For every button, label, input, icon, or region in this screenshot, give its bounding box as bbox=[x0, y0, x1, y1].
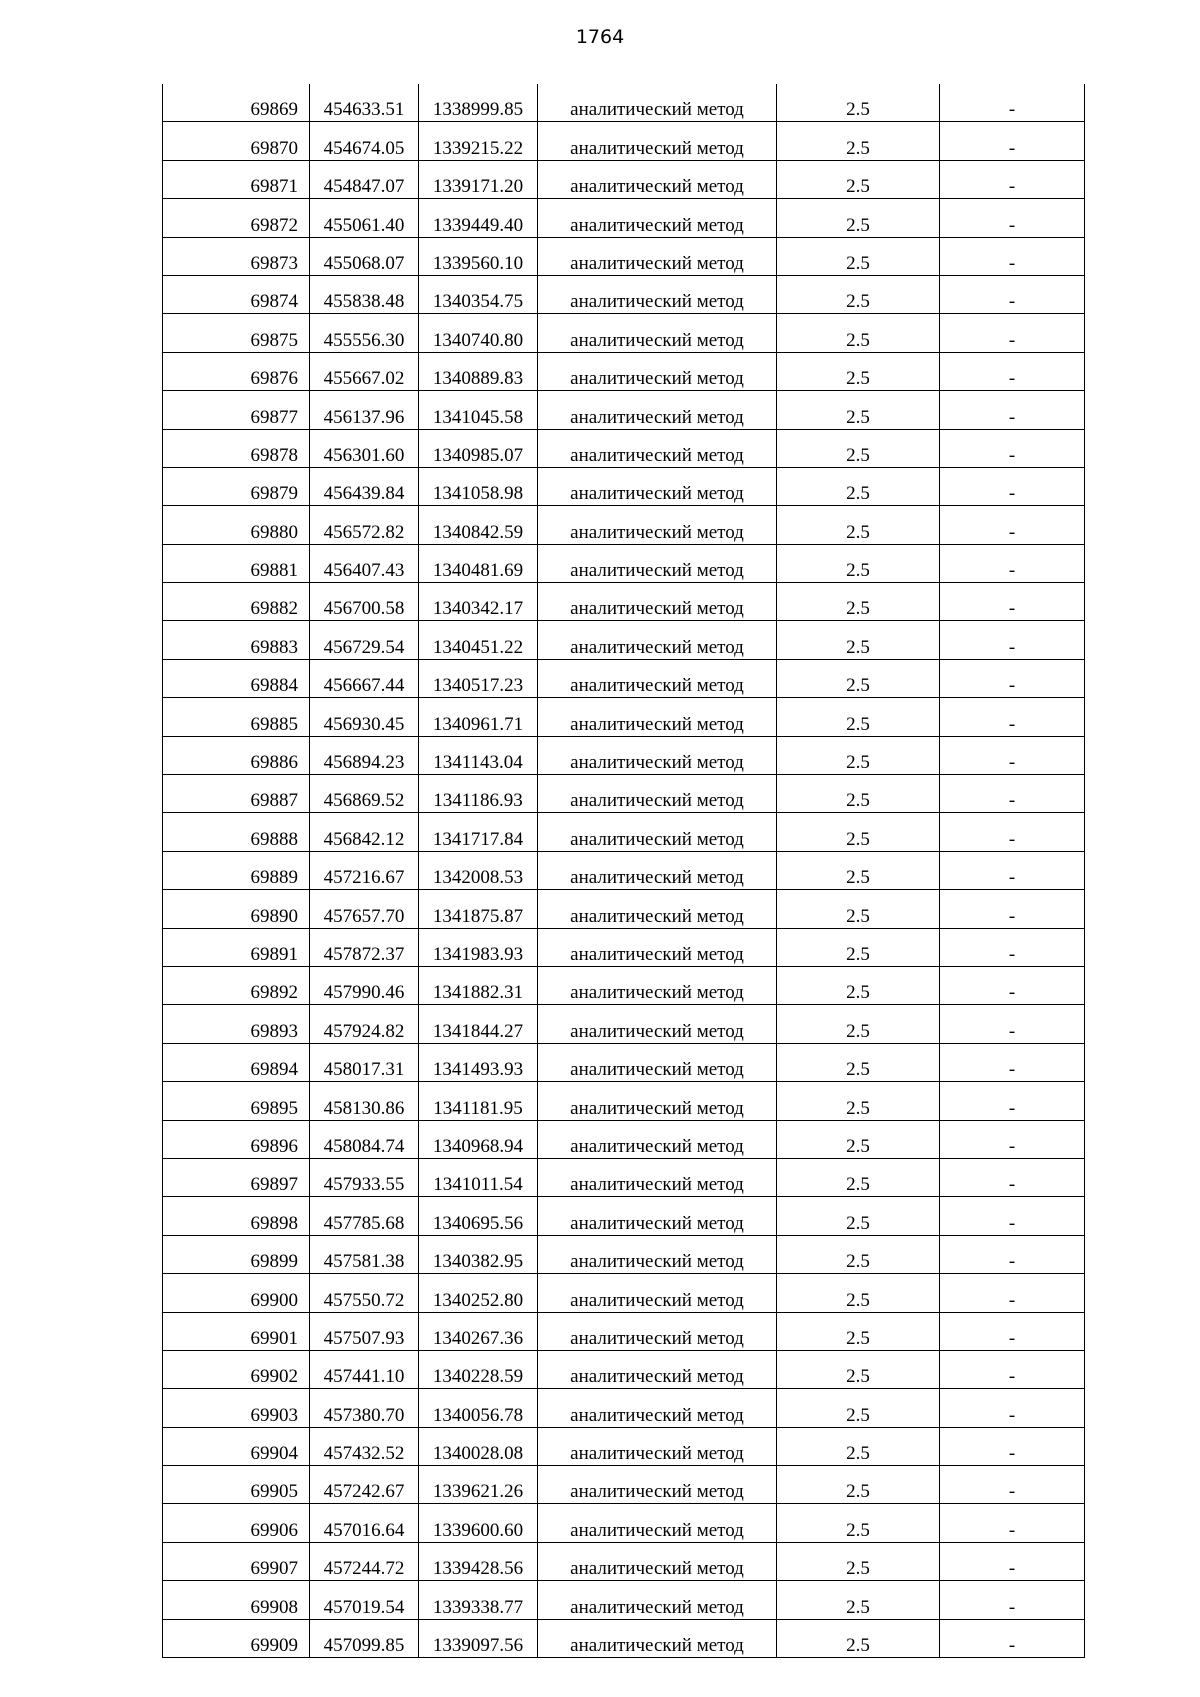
y-coordinate-cell: 1341058.98 bbox=[419, 467, 538, 505]
table-row bbox=[163, 736, 1085, 774]
method-cell: аналитический метод bbox=[538, 1427, 777, 1465]
point-number-cell: 69894 bbox=[163, 1043, 310, 1081]
accuracy-cell: 2.5 bbox=[777, 1005, 940, 1043]
point-number-cell: 69884 bbox=[163, 659, 310, 697]
x-coordinate-cell: 458130.86 bbox=[310, 1082, 419, 1120]
point-number-cell: 69882 bbox=[163, 583, 310, 621]
accuracy-cell: 2.5 bbox=[777, 467, 940, 505]
y-coordinate-cell: 1341875.87 bbox=[419, 890, 538, 928]
note-cell: - bbox=[940, 199, 1085, 237]
point-number-cell: 69875 bbox=[163, 314, 310, 352]
y-coordinate-cell: 1341045.58 bbox=[419, 391, 538, 429]
x-coordinate-cell: 455061.40 bbox=[310, 199, 419, 237]
note-cell: - bbox=[940, 429, 1085, 467]
page-number: 1764 bbox=[575, 26, 625, 48]
accuracy-cell: 2.5 bbox=[777, 391, 940, 429]
method-cell: аналитический метод bbox=[538, 352, 777, 390]
y-coordinate-cell: 1339560.10 bbox=[419, 237, 538, 275]
table-row bbox=[163, 813, 1085, 851]
y-coordinate-cell: 1341143.04 bbox=[419, 736, 538, 774]
point-number-cell: 69891 bbox=[163, 928, 310, 966]
method-cell: аналитический метод bbox=[538, 1389, 777, 1427]
x-coordinate-cell: 454633.51 bbox=[310, 84, 419, 122]
accuracy-cell: 2.5 bbox=[777, 890, 940, 928]
point-number-cell: 69888 bbox=[163, 813, 310, 851]
method-cell: аналитический метод bbox=[538, 391, 777, 429]
point-number-cell: 69881 bbox=[163, 544, 310, 582]
accuracy-cell: 2.5 bbox=[777, 1158, 940, 1196]
accuracy-cell: 2.5 bbox=[777, 851, 940, 889]
point-number-cell: 69886 bbox=[163, 736, 310, 774]
accuracy-cell: 2.5 bbox=[777, 698, 940, 736]
y-coordinate-cell: 1341844.27 bbox=[419, 1005, 538, 1043]
note-cell: - bbox=[940, 1466, 1085, 1504]
accuracy-cell: 2.5 bbox=[777, 1043, 940, 1081]
table-row bbox=[163, 1197, 1085, 1235]
table-row bbox=[163, 314, 1085, 352]
note-cell: - bbox=[940, 467, 1085, 505]
note-cell: - bbox=[940, 237, 1085, 275]
method-cell: аналитический метод bbox=[538, 1082, 777, 1120]
point-number-cell: 69900 bbox=[163, 1274, 310, 1312]
x-coordinate-cell: 455838.48 bbox=[310, 275, 419, 313]
table-row bbox=[163, 1542, 1085, 1580]
point-number-cell: 69906 bbox=[163, 1504, 310, 1542]
point-number-cell: 69872 bbox=[163, 199, 310, 237]
table-row bbox=[163, 890, 1085, 928]
accuracy-cell: 2.5 bbox=[777, 928, 940, 966]
y-coordinate-cell: 1340451.22 bbox=[419, 621, 538, 659]
accuracy-cell: 2.5 bbox=[777, 1312, 940, 1350]
x-coordinate-cell: 456729.54 bbox=[310, 621, 419, 659]
table-row bbox=[163, 1120, 1085, 1158]
method-cell: аналитический метод bbox=[538, 1274, 777, 1312]
point-number-cell: 69904 bbox=[163, 1427, 310, 1465]
table-row bbox=[163, 1427, 1085, 1465]
method-cell: аналитический метод bbox=[538, 1581, 777, 1619]
method-cell: аналитический метод bbox=[538, 1005, 777, 1043]
accuracy-cell: 2.5 bbox=[777, 966, 940, 1004]
y-coordinate-cell: 1341493.93 bbox=[419, 1043, 538, 1081]
table-body bbox=[163, 84, 1085, 1658]
x-coordinate-cell: 456407.43 bbox=[310, 544, 419, 582]
table-row bbox=[163, 1158, 1085, 1196]
accuracy-cell: 2.5 bbox=[777, 1581, 940, 1619]
y-coordinate-cell: 1341983.93 bbox=[419, 928, 538, 966]
x-coordinate-cell: 457099.85 bbox=[310, 1619, 419, 1657]
y-coordinate-cell: 1340842.59 bbox=[419, 506, 538, 544]
note-cell: - bbox=[940, 736, 1085, 774]
x-coordinate-cell: 457550.72 bbox=[310, 1274, 419, 1312]
y-coordinate-cell: 1341011.54 bbox=[419, 1158, 538, 1196]
x-coordinate-cell: 457432.52 bbox=[310, 1427, 419, 1465]
x-coordinate-cell: 456572.82 bbox=[310, 506, 419, 544]
y-coordinate-cell: 1340985.07 bbox=[419, 429, 538, 467]
x-coordinate-cell: 456930.45 bbox=[310, 698, 419, 736]
method-cell: аналитический метод bbox=[538, 1158, 777, 1196]
y-coordinate-cell: 1339428.56 bbox=[419, 1542, 538, 1580]
method-cell: аналитический метод bbox=[538, 659, 777, 697]
y-coordinate-cell: 1340481.69 bbox=[419, 544, 538, 582]
point-number-cell: 69902 bbox=[163, 1350, 310, 1388]
y-coordinate-cell: 1340267.36 bbox=[419, 1312, 538, 1350]
x-coordinate-cell: 457242.67 bbox=[310, 1466, 419, 1504]
point-number-cell: 69873 bbox=[163, 237, 310, 275]
y-coordinate-cell: 1340354.75 bbox=[419, 275, 538, 313]
accuracy-cell: 2.5 bbox=[777, 1197, 940, 1235]
table-row bbox=[163, 928, 1085, 966]
point-number-cell: 69905 bbox=[163, 1466, 310, 1504]
note-cell: - bbox=[940, 890, 1085, 928]
y-coordinate-cell: 1340695.56 bbox=[419, 1197, 538, 1235]
note-cell: - bbox=[940, 122, 1085, 160]
method-cell: аналитический метод bbox=[538, 851, 777, 889]
y-coordinate-cell: 1339171.20 bbox=[419, 160, 538, 198]
table-row bbox=[163, 199, 1085, 237]
table-row bbox=[163, 1619, 1085, 1657]
point-number-cell: 69871 bbox=[163, 160, 310, 198]
method-cell: аналитический метод bbox=[538, 1466, 777, 1504]
note-cell: - bbox=[940, 775, 1085, 813]
accuracy-cell: 2.5 bbox=[777, 583, 940, 621]
accuracy-cell: 2.5 bbox=[777, 659, 940, 697]
table-row bbox=[163, 429, 1085, 467]
method-cell: аналитический метод bbox=[538, 467, 777, 505]
note-cell: - bbox=[940, 544, 1085, 582]
point-number-cell: 69908 bbox=[163, 1581, 310, 1619]
note-cell: - bbox=[940, 160, 1085, 198]
accuracy-cell: 2.5 bbox=[777, 122, 940, 160]
note-cell: - bbox=[940, 621, 1085, 659]
point-number-cell: 69898 bbox=[163, 1197, 310, 1235]
accuracy-cell: 2.5 bbox=[777, 813, 940, 851]
point-number-cell: 69901 bbox=[163, 1312, 310, 1350]
table-row bbox=[163, 621, 1085, 659]
y-coordinate-cell: 1339600.60 bbox=[419, 1504, 538, 1542]
table-row bbox=[163, 275, 1085, 313]
note-cell: - bbox=[940, 813, 1085, 851]
x-coordinate-cell: 456700.58 bbox=[310, 583, 419, 621]
method-cell: аналитический метод bbox=[538, 966, 777, 1004]
method-cell: аналитический метод bbox=[538, 84, 777, 122]
y-coordinate-cell: 1341717.84 bbox=[419, 813, 538, 851]
y-coordinate-cell: 1339215.22 bbox=[419, 122, 538, 160]
x-coordinate-cell: 457244.72 bbox=[310, 1542, 419, 1580]
x-coordinate-cell: 455068.07 bbox=[310, 237, 419, 275]
point-number-cell: 69893 bbox=[163, 1005, 310, 1043]
method-cell: аналитический метод bbox=[538, 1043, 777, 1081]
x-coordinate-cell: 457019.54 bbox=[310, 1581, 419, 1619]
x-coordinate-cell: 455667.02 bbox=[310, 352, 419, 390]
accuracy-cell: 2.5 bbox=[777, 1235, 940, 1273]
table-row bbox=[163, 506, 1085, 544]
y-coordinate-cell: 1341181.95 bbox=[419, 1082, 538, 1120]
x-coordinate-cell: 457924.82 bbox=[310, 1005, 419, 1043]
point-number-cell: 69890 bbox=[163, 890, 310, 928]
x-coordinate-cell: 457216.67 bbox=[310, 851, 419, 889]
accuracy-cell: 2.5 bbox=[777, 621, 940, 659]
note-cell: - bbox=[940, 966, 1085, 1004]
point-number-cell: 69889 bbox=[163, 851, 310, 889]
accuracy-cell: 2.5 bbox=[777, 1389, 940, 1427]
method-cell: аналитический метод bbox=[538, 1197, 777, 1235]
table-row bbox=[163, 1312, 1085, 1350]
method-cell: аналитический метод bbox=[538, 429, 777, 467]
method-cell: аналитический метод bbox=[538, 621, 777, 659]
table-row bbox=[163, 122, 1085, 160]
accuracy-cell: 2.5 bbox=[777, 1120, 940, 1158]
note-cell: - bbox=[940, 1619, 1085, 1657]
y-coordinate-cell: 1340889.83 bbox=[419, 352, 538, 390]
point-number-cell: 69887 bbox=[163, 775, 310, 813]
y-coordinate-cell: 1340252.80 bbox=[419, 1274, 538, 1312]
method-cell: аналитический метод bbox=[538, 122, 777, 160]
table-row bbox=[163, 851, 1085, 889]
x-coordinate-cell: 454674.05 bbox=[310, 122, 419, 160]
method-cell: аналитический метод bbox=[538, 506, 777, 544]
note-cell: - bbox=[940, 1043, 1085, 1081]
note-cell: - bbox=[940, 352, 1085, 390]
note-cell: - bbox=[940, 928, 1085, 966]
note-cell: - bbox=[940, 1235, 1085, 1273]
point-number-cell: 69877 bbox=[163, 391, 310, 429]
accuracy-cell: 2.5 bbox=[777, 1350, 940, 1388]
note-cell: - bbox=[940, 659, 1085, 697]
accuracy-cell: 2.5 bbox=[777, 352, 940, 390]
point-number-cell: 69869 bbox=[163, 84, 310, 122]
method-cell: аналитический метод bbox=[538, 813, 777, 851]
point-number-cell: 69903 bbox=[163, 1389, 310, 1427]
table-row bbox=[163, 1466, 1085, 1504]
y-coordinate-cell: 1339338.77 bbox=[419, 1581, 538, 1619]
note-cell: - bbox=[940, 583, 1085, 621]
x-coordinate-cell: 456301.60 bbox=[310, 429, 419, 467]
accuracy-cell: 2.5 bbox=[777, 237, 940, 275]
x-coordinate-cell: 455556.30 bbox=[310, 314, 419, 352]
y-coordinate-cell: 1340961.71 bbox=[419, 698, 538, 736]
accuracy-cell: 2.5 bbox=[777, 429, 940, 467]
note-cell: - bbox=[940, 506, 1085, 544]
y-coordinate-cell: 1341882.31 bbox=[419, 966, 538, 1004]
table-row bbox=[163, 583, 1085, 621]
method-cell: аналитический метод bbox=[538, 199, 777, 237]
point-number-cell: 69874 bbox=[163, 275, 310, 313]
x-coordinate-cell: 456894.23 bbox=[310, 736, 419, 774]
table-row bbox=[163, 1274, 1085, 1312]
note-cell: - bbox=[940, 1427, 1085, 1465]
note-cell: - bbox=[940, 1158, 1085, 1196]
y-coordinate-cell: 1340740.80 bbox=[419, 314, 538, 352]
x-coordinate-cell: 456439.84 bbox=[310, 467, 419, 505]
accuracy-cell: 2.5 bbox=[777, 1504, 940, 1542]
point-number-cell: 69878 bbox=[163, 429, 310, 467]
note-cell: - bbox=[940, 84, 1085, 122]
method-cell: аналитический метод bbox=[538, 736, 777, 774]
point-number-cell: 69876 bbox=[163, 352, 310, 390]
method-cell: аналитический метод bbox=[538, 160, 777, 198]
method-cell: аналитический метод bbox=[538, 275, 777, 313]
method-cell: аналитический метод bbox=[538, 583, 777, 621]
point-number-cell: 69907 bbox=[163, 1542, 310, 1580]
method-cell: аналитический метод bbox=[538, 1235, 777, 1273]
y-coordinate-cell: 1341186.93 bbox=[419, 775, 538, 813]
x-coordinate-cell: 456137.96 bbox=[310, 391, 419, 429]
accuracy-cell: 2.5 bbox=[777, 1619, 940, 1657]
accuracy-cell: 2.5 bbox=[777, 736, 940, 774]
x-coordinate-cell: 456667.44 bbox=[310, 659, 419, 697]
table-row bbox=[163, 544, 1085, 582]
note-cell: - bbox=[940, 1197, 1085, 1235]
note-cell: - bbox=[940, 1350, 1085, 1388]
x-coordinate-cell: 457872.37 bbox=[310, 928, 419, 966]
x-coordinate-cell: 454847.07 bbox=[310, 160, 419, 198]
table-row bbox=[163, 775, 1085, 813]
method-cell: аналитический метод bbox=[538, 1504, 777, 1542]
point-number-cell: 69892 bbox=[163, 966, 310, 1004]
point-number-cell: 69879 bbox=[163, 467, 310, 505]
note-cell: - bbox=[940, 698, 1085, 736]
note-cell: - bbox=[940, 1082, 1085, 1120]
accuracy-cell: 2.5 bbox=[777, 275, 940, 313]
table-row bbox=[163, 659, 1085, 697]
x-coordinate-cell: 457380.70 bbox=[310, 1389, 419, 1427]
method-cell: аналитический метод bbox=[538, 314, 777, 352]
method-cell: аналитический метод bbox=[538, 544, 777, 582]
method-cell: аналитический метод bbox=[538, 1120, 777, 1158]
method-cell: аналитический метод bbox=[538, 1542, 777, 1580]
x-coordinate-cell: 457441.10 bbox=[310, 1350, 419, 1388]
table-row bbox=[163, 966, 1085, 1004]
accuracy-cell: 2.5 bbox=[777, 1427, 940, 1465]
method-cell: аналитический метод bbox=[538, 1350, 777, 1388]
method-cell: аналитический метод bbox=[538, 1312, 777, 1350]
table-row bbox=[163, 237, 1085, 275]
accuracy-cell: 2.5 bbox=[777, 506, 940, 544]
note-cell: - bbox=[940, 1120, 1085, 1158]
table-row bbox=[163, 1504, 1085, 1542]
table-row bbox=[163, 1043, 1085, 1081]
x-coordinate-cell: 458017.31 bbox=[310, 1043, 419, 1081]
x-coordinate-cell: 457785.68 bbox=[310, 1197, 419, 1235]
accuracy-cell: 2.5 bbox=[777, 1466, 940, 1504]
y-coordinate-cell: 1338999.85 bbox=[419, 84, 538, 122]
x-coordinate-cell: 457933.55 bbox=[310, 1158, 419, 1196]
x-coordinate-cell: 457581.38 bbox=[310, 1235, 419, 1273]
note-cell: - bbox=[940, 1504, 1085, 1542]
accuracy-cell: 2.5 bbox=[777, 1274, 940, 1312]
table-row bbox=[163, 84, 1085, 122]
x-coordinate-cell: 457990.46 bbox=[310, 966, 419, 1004]
table-row bbox=[163, 1389, 1085, 1427]
table-row bbox=[163, 391, 1085, 429]
y-coordinate-cell: 1342008.53 bbox=[419, 851, 538, 889]
y-coordinate-cell: 1340342.17 bbox=[419, 583, 538, 621]
point-number-cell: 69897 bbox=[163, 1158, 310, 1196]
point-number-cell: 69909 bbox=[163, 1619, 310, 1657]
y-coordinate-cell: 1340028.08 bbox=[419, 1427, 538, 1465]
point-number-cell: 69896 bbox=[163, 1120, 310, 1158]
note-cell: - bbox=[940, 275, 1085, 313]
point-number-cell: 69870 bbox=[163, 122, 310, 160]
point-number-cell: 69883 bbox=[163, 621, 310, 659]
method-cell: аналитический метод bbox=[538, 237, 777, 275]
point-number-cell: 69899 bbox=[163, 1235, 310, 1273]
y-coordinate-cell: 1339449.40 bbox=[419, 199, 538, 237]
note-cell: - bbox=[940, 1274, 1085, 1312]
point-number-cell: 69880 bbox=[163, 506, 310, 544]
table-row bbox=[163, 1005, 1085, 1043]
table-row bbox=[163, 1581, 1085, 1619]
table-row bbox=[163, 1235, 1085, 1273]
point-number-cell: 69885 bbox=[163, 698, 310, 736]
accuracy-cell: 2.5 bbox=[777, 314, 940, 352]
note-cell: - bbox=[940, 1581, 1085, 1619]
y-coordinate-cell: 1340968.94 bbox=[419, 1120, 538, 1158]
note-cell: - bbox=[940, 314, 1085, 352]
y-coordinate-cell: 1340517.23 bbox=[419, 659, 538, 697]
note-cell: - bbox=[940, 851, 1085, 889]
coordinates-table bbox=[162, 84, 1085, 1658]
x-coordinate-cell: 457507.93 bbox=[310, 1312, 419, 1350]
table-row bbox=[163, 1082, 1085, 1120]
x-coordinate-cell: 457657.70 bbox=[310, 890, 419, 928]
method-cell: аналитический метод bbox=[538, 1619, 777, 1657]
table-row bbox=[163, 698, 1085, 736]
point-number-cell: 69895 bbox=[163, 1082, 310, 1120]
accuracy-cell: 2.5 bbox=[777, 544, 940, 582]
method-cell: аналитический метод bbox=[538, 698, 777, 736]
table-row bbox=[163, 1350, 1085, 1388]
x-coordinate-cell: 458084.74 bbox=[310, 1120, 419, 1158]
x-coordinate-cell: 457016.64 bbox=[310, 1504, 419, 1542]
method-cell: аналитический метод bbox=[538, 890, 777, 928]
accuracy-cell: 2.5 bbox=[777, 1082, 940, 1120]
x-coordinate-cell: 456842.12 bbox=[310, 813, 419, 851]
accuracy-cell: 2.5 bbox=[777, 160, 940, 198]
method-cell: аналитический метод bbox=[538, 775, 777, 813]
note-cell: - bbox=[940, 1542, 1085, 1580]
x-coordinate-cell: 456869.52 bbox=[310, 775, 419, 813]
note-cell: - bbox=[940, 1005, 1085, 1043]
accuracy-cell: 2.5 bbox=[777, 199, 940, 237]
method-cell: аналитический метод bbox=[538, 928, 777, 966]
table-row bbox=[163, 352, 1085, 390]
accuracy-cell: 2.5 bbox=[777, 84, 940, 122]
y-coordinate-cell: 1339097.56 bbox=[419, 1619, 538, 1657]
y-coordinate-cell: 1340382.95 bbox=[419, 1235, 538, 1273]
table-row bbox=[163, 467, 1085, 505]
y-coordinate-cell: 1340056.78 bbox=[419, 1389, 538, 1427]
note-cell: - bbox=[940, 1312, 1085, 1350]
accuracy-cell: 2.5 bbox=[777, 775, 940, 813]
note-cell: - bbox=[940, 391, 1085, 429]
y-coordinate-cell: 1339621.26 bbox=[419, 1466, 538, 1504]
y-coordinate-cell: 1340228.59 bbox=[419, 1350, 538, 1388]
table-row bbox=[163, 160, 1085, 198]
note-cell: - bbox=[940, 1389, 1085, 1427]
accuracy-cell: 2.5 bbox=[777, 1542, 940, 1580]
